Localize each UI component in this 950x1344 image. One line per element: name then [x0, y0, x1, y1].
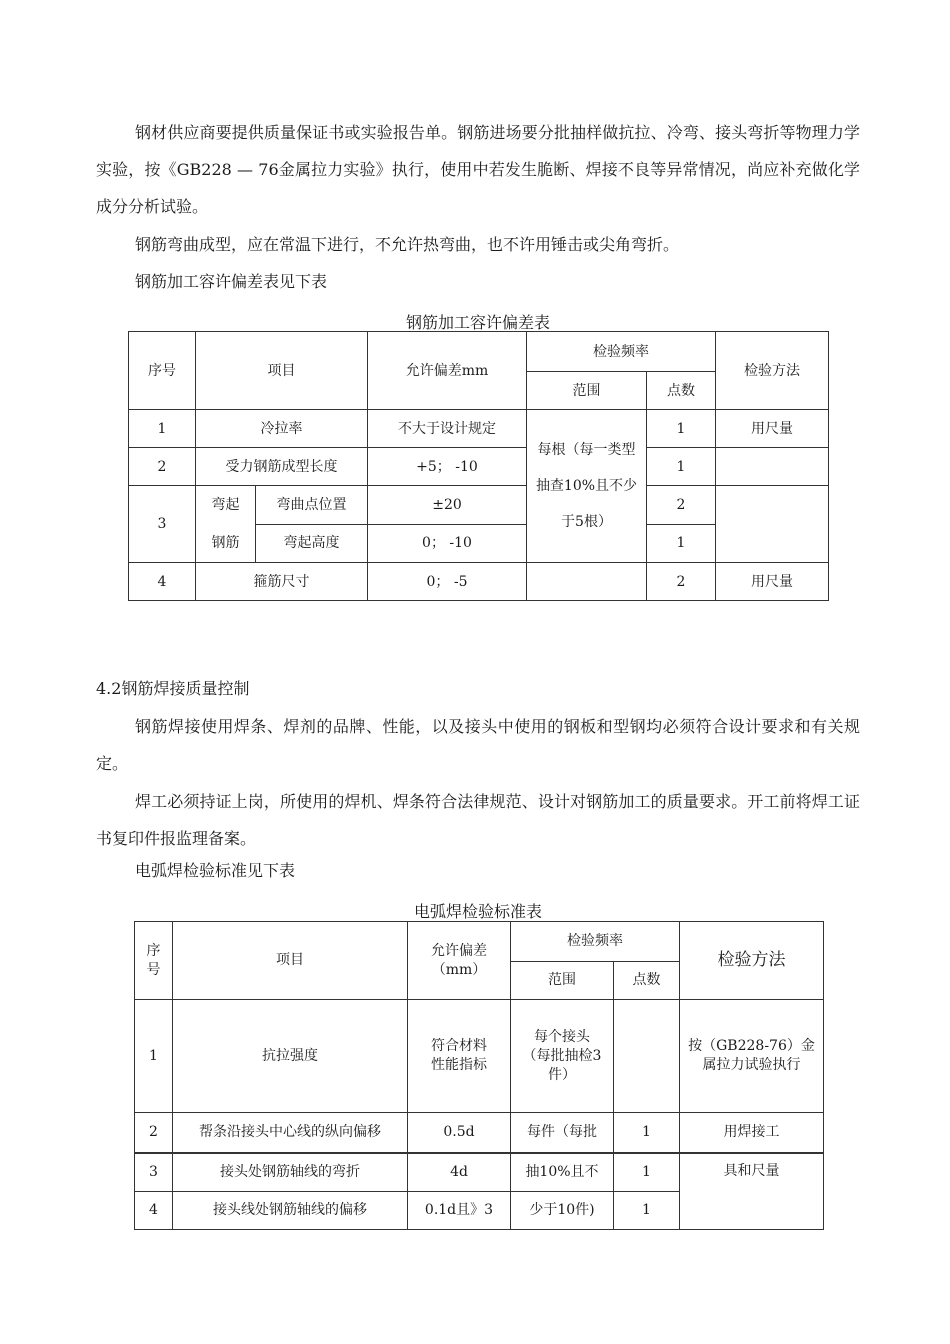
cell-seq: 1: [135, 1000, 173, 1113]
header-range: 范围: [527, 372, 647, 410]
cell-method: 用焊接工: [680, 1113, 824, 1153]
cell-tolerance: 0； -10: [368, 524, 527, 563]
header-method: 检验方法: [716, 332, 829, 410]
header-tolerance: 允许偏差mm: [368, 332, 527, 410]
cell-item: 冷拉率: [196, 410, 368, 448]
bending-paragraph: 钢筋弯曲成型，应在常温下进行，不允许热弯曲，也不许用锤击或尖角弯折。: [135, 235, 680, 254]
header-seq-line: 序: [146, 942, 161, 959]
cell-item: 抗拉强度: [173, 1000, 408, 1113]
cell-group: [196, 486, 256, 563]
cell-tolerance: 4d: [408, 1154, 511, 1192]
header-item: 项目: [196, 332, 368, 410]
cell-range: 少于10件): [511, 1192, 614, 1230]
cell-item: 弯曲点位置: [256, 486, 368, 525]
table-row: [129, 448, 829, 486]
cell-points: 1: [614, 1154, 680, 1192]
section-heading: 4.2钢筋焊接质量控制: [96, 679, 250, 698]
cell-range: 每件（每批: [511, 1113, 614, 1153]
cell-seq: 2: [129, 448, 196, 486]
cell-seq: 3: [129, 486, 196, 563]
group-line: 弯起: [211, 497, 240, 513]
cell-points: 1: [647, 448, 716, 486]
cell-tolerance: 不大于设计规定: [368, 410, 527, 448]
cell-method: 用尺量: [716, 410, 829, 448]
header-tol-line: 允许偏差: [431, 942, 487, 959]
arc-weld-table: [134, 921, 824, 1153]
cell-tolerance: ±20: [368, 486, 527, 525]
cell-method: [716, 448, 829, 486]
cell-method: 具和尺量: [680, 1154, 824, 1230]
cell-seq: 2: [135, 1113, 173, 1153]
welder-paragraph: 焊工必须持证上岗，所使用的焊机、焊条符合法律规范、设计对钢筋加工的质量要求。开工前将焊工证书复印件报监理备案。: [96, 792, 860, 848]
cell-tolerance: +5； -10: [368, 448, 527, 486]
range-line: 每根（每一类型: [537, 442, 636, 458]
range-line: 于5根）: [561, 514, 612, 530]
header-seq: 序号: [129, 332, 196, 410]
header-points: 点数: [647, 372, 716, 410]
table-row: [135, 1154, 824, 1192]
table-row: [129, 486, 829, 525]
cell-method: [680, 1000, 824, 1113]
header-frequency: 检验频率: [511, 922, 680, 962]
cell-seq: 4: [135, 1192, 173, 1230]
header-item: 项目: [173, 922, 408, 1000]
table-row: [129, 410, 829, 448]
welding-paragraph: 钢筋焊接使用焊条、焊剂的品牌、性能，以及接头中使用的钢板和型钢均必须符合设计要求和有关规定。: [96, 717, 860, 773]
cell-points: 2: [647, 563, 716, 601]
table1-intro: 钢筋加工容许偏差表见下表: [135, 272, 328, 291]
cell-method: 用尺量: [716, 563, 829, 601]
header-method: 检验方法: [680, 922, 824, 1000]
table-row: [135, 1113, 824, 1153]
cell-points: [614, 1000, 680, 1113]
table2-caption: 电弧焊检验标准表: [413, 902, 542, 921]
cell-tolerance: 0.1d且》3: [408, 1192, 511, 1230]
cell-item: 帮条沿接头中心线的纵向偏移: [173, 1113, 408, 1153]
cell-points: 2: [647, 486, 716, 525]
header-seq-line: 号: [146, 961, 161, 978]
range-line: 每个接头: [534, 1028, 590, 1045]
cell-item: 受力钢筋成型长度: [196, 448, 368, 486]
range-line: 抽查10%且不少: [535, 478, 638, 494]
arc-weld-table-continued: [134, 1153, 824, 1230]
cell-range: [527, 563, 647, 601]
header-tol-line: （mm）: [431, 961, 487, 978]
cell-item: 箍筋尺寸: [196, 563, 368, 601]
cell-seq: 3: [135, 1154, 173, 1192]
table-row: [135, 1000, 824, 1113]
range-line: （每批抽检3: [522, 1047, 602, 1064]
header-frequency: 检验频率: [527, 332, 716, 372]
table1-caption: 钢筋加工容许偏差表: [405, 313, 550, 332]
method-line: 按（GB228-76）金: [688, 1038, 815, 1054]
cell-range: 抽10%且不: [511, 1154, 614, 1192]
cell-points: 1: [647, 410, 716, 448]
header-points: 点数: [614, 962, 680, 1000]
cell-points: 1: [647, 524, 716, 563]
cell-seq: 1: [129, 410, 196, 448]
cell-range-merged: [527, 410, 647, 563]
header-seq: [135, 922, 173, 1000]
cell-method: [716, 486, 829, 563]
range-line: 件）: [548, 1066, 576, 1083]
cell-tolerance: 0； -5: [368, 563, 527, 601]
method-line: 属拉力试验执行: [702, 1057, 801, 1073]
cell-points: 1: [614, 1192, 680, 1230]
cell-points: 1: [614, 1113, 680, 1153]
cell-seq: 4: [129, 563, 196, 601]
cell-item: 接头处钢筋轴线的弯折: [173, 1154, 408, 1192]
tol-line: 性能指标: [431, 1057, 487, 1073]
tolerance-table: [128, 331, 829, 601]
cell-tolerance: [408, 1000, 511, 1113]
intro-paragraph: 钢材供应商要提供质量保证书或实验报告单。钢筋进场要分批抽样做抗拉、冷弯、接头弯折等物理力学实验，按《GB228 — 76金属拉力实验》执行，使用中若发生脆断、焊接不良等异常情况，尚应补充做化学成分分析试验。: [96, 123, 860, 216]
cell-item: 弯起高度: [256, 524, 368, 563]
table2-intro: 电弧焊检验标准见下表: [135, 861, 296, 880]
header-tolerance: [408, 922, 511, 1000]
cell-tolerance: 0.5d: [408, 1113, 511, 1153]
cell-item: 接头线处钢筋轴线的偏移: [173, 1192, 408, 1230]
cell-range: [511, 1000, 614, 1113]
table-row: [129, 563, 829, 601]
tol-line: 符合材料: [431, 1038, 487, 1054]
header-range: 范围: [511, 962, 614, 1000]
group-line: 钢筋: [211, 535, 240, 551]
